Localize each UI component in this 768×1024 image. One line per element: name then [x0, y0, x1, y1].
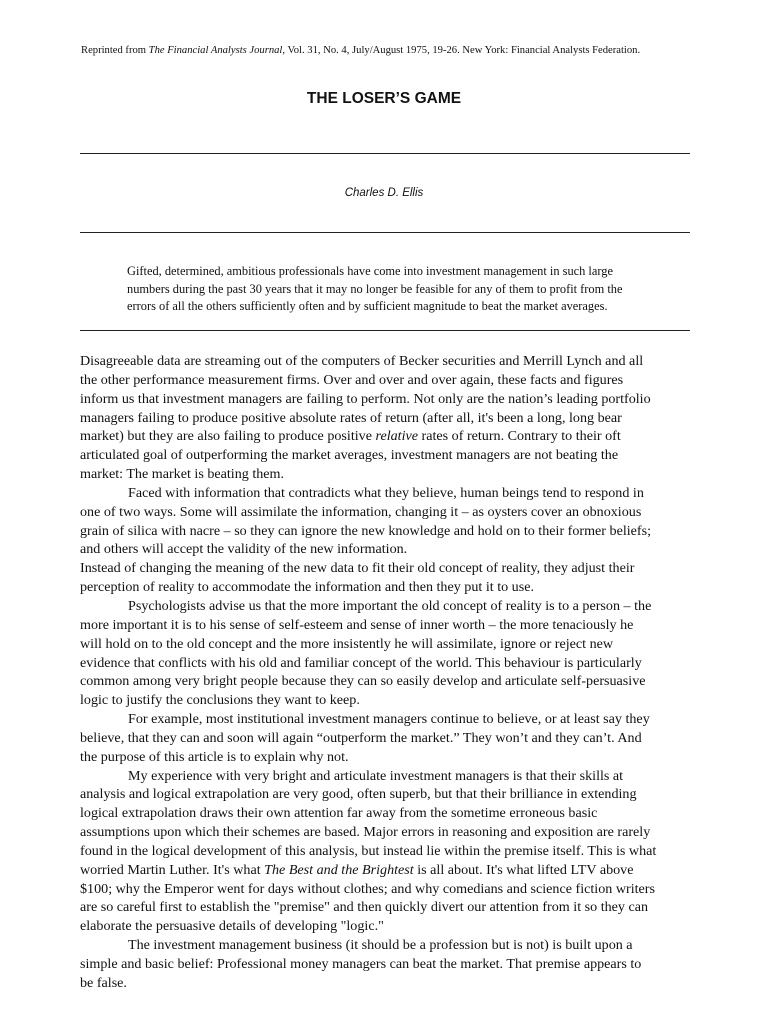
abstract-line: errors of all the others sufficiently often and by sufficient magnitude to beat the market averages.: [127, 299, 608, 313]
body-line: Disagreeable data are streaming out of the computers of Becker securities and Merrill Lynch and all: [80, 353, 644, 369]
citation-suffix: , Vol. 31, No. 4, July/August 1975, 19-26. New York: Financial Analysts Federation.: [282, 45, 641, 56]
body-line: one of two ways. Some will assimilate the information, changing it – as oysters cover an obnoxious: [80, 503, 642, 520]
body-line: Instead of changing the meaning of the new data to fit their old concept of reality, they adjust their: [80, 560, 635, 577]
body-line: perception of reality to accommodate the information and then they put it to use.: [80, 579, 534, 596]
body-line: evidence that conflicts with his old and familiar concept of the world. This behaviour is particularly: [80, 654, 642, 671]
body-line: analysis and logical extrapolation are very good, often superb, but that their brilliance in extending: [80, 786, 637, 803]
body-line: found in the logical development of this analysis, but instead lie within the premise itself. This is what: [80, 842, 657, 859]
body-line: Psychologists advise us that the more important the old concept of reality is to a person – the: [128, 597, 652, 614]
abstract: [127, 263, 667, 316]
citation-journal: The Financial Analysts Journal: [148, 45, 283, 56]
citation-prefix: Reprinted from: [81, 45, 149, 56]
divider-bottom: [80, 330, 690, 331]
citation-line: [81, 44, 701, 58]
body-line: are so careful first to establish the "premise" and then quickly divert our attention from it so they can: [80, 899, 649, 916]
body-line: will hold on to the old concept and the more insistently he will assimilate, ignore or reject new: [80, 635, 614, 652]
divider-middle: [80, 232, 690, 233]
body-line: My experience with very bright and articulate investment managers is that their skills at: [128, 767, 624, 784]
body-line: inform us that investment managers are failing to perform. Not only are the nation’s leading portfolio: [80, 390, 651, 407]
body-line: be false.: [80, 974, 127, 991]
body-line: logical extrapolation draws their own attention far away from the sometime erroneous basic: [80, 805, 598, 822]
divider-top: [80, 153, 690, 154]
body-line: articulated goal of outperforming the market averages, investment managers are not beating the: [80, 447, 619, 464]
article-body: [80, 352, 692, 993]
body-line: Faced with information that contradicts what they believe, human beings tend to respond in: [128, 484, 644, 501]
body-text: rates of return. Contrary to their oft: [418, 428, 621, 445]
body-text: market) but they are also failing to produce positive: [80, 428, 376, 445]
body-line: The investment management business (it should be a profession but is not) is built upon a: [128, 937, 633, 954]
body-line: simple and basic belief: Professional money managers can beat the market. That premise appears to: [80, 956, 642, 972]
abstract-line: numbers during the past 30 years that it may no longer be feasible for any of them to profit from the: [127, 281, 623, 296]
body-line: more important it is to his sense of self-esteem and sense of inner worth – the more tenaciously he: [80, 616, 634, 633]
body-line: elaborate the persuasive details of developing "logic.": [80, 918, 384, 935]
body-text: worried Martin Luther. It's what: [80, 861, 265, 878]
page-title: THE LOSER’S GAME: [306, 90, 462, 107]
body-line: assumptions upon which their schemes are based. Major errors in reasoning and exposition are rarely: [80, 824, 651, 841]
body-line: $100; why the Emperor went for days without clothes; and why comedians and science fiction writers: [80, 880, 655, 897]
body-line: the purpose of this article is to explain why not.: [80, 748, 349, 765]
body-line: believe, that they can and soon will again “outperform the market.” They won’t and they can’t. And: [80, 729, 642, 746]
body-line: managers failing to produce positive absolute rates of return (after all, it's been a long, long bear: [80, 409, 622, 426]
body-line: [80, 861, 692, 880]
body-line: market: The market is beating them.: [80, 466, 285, 483]
body-line: For example, most institutional investment managers continue to believe, or at least say they: [128, 711, 650, 728]
body-text: is all about. It's what lifted LTV above: [413, 861, 634, 878]
emphasis-book-title: The Best and the Brightest: [264, 861, 414, 878]
body-line: [80, 427, 692, 446]
body-line: and others will accept the validity of the new information.: [80, 541, 408, 558]
emphasis-relative: relative: [375, 428, 419, 445]
abstract-line: Gifted, determined, ambitious professionals have come into investment management in such large: [127, 264, 613, 278]
author-name: Charles D. Ellis: [344, 187, 424, 199]
body-line: logic to justify the conclusions they want to keep.: [80, 692, 360, 709]
body-line: the other performance measurement firms. Over and over and over again, these facts and figures: [80, 371, 624, 388]
body-line: grain of silica with nacre – so they can ignore the new knowledge and hold on to their former beliefs;: [80, 522, 652, 539]
body-line: common among very bright people because they can so easily develop and articulate self-persuasive: [80, 673, 646, 690]
